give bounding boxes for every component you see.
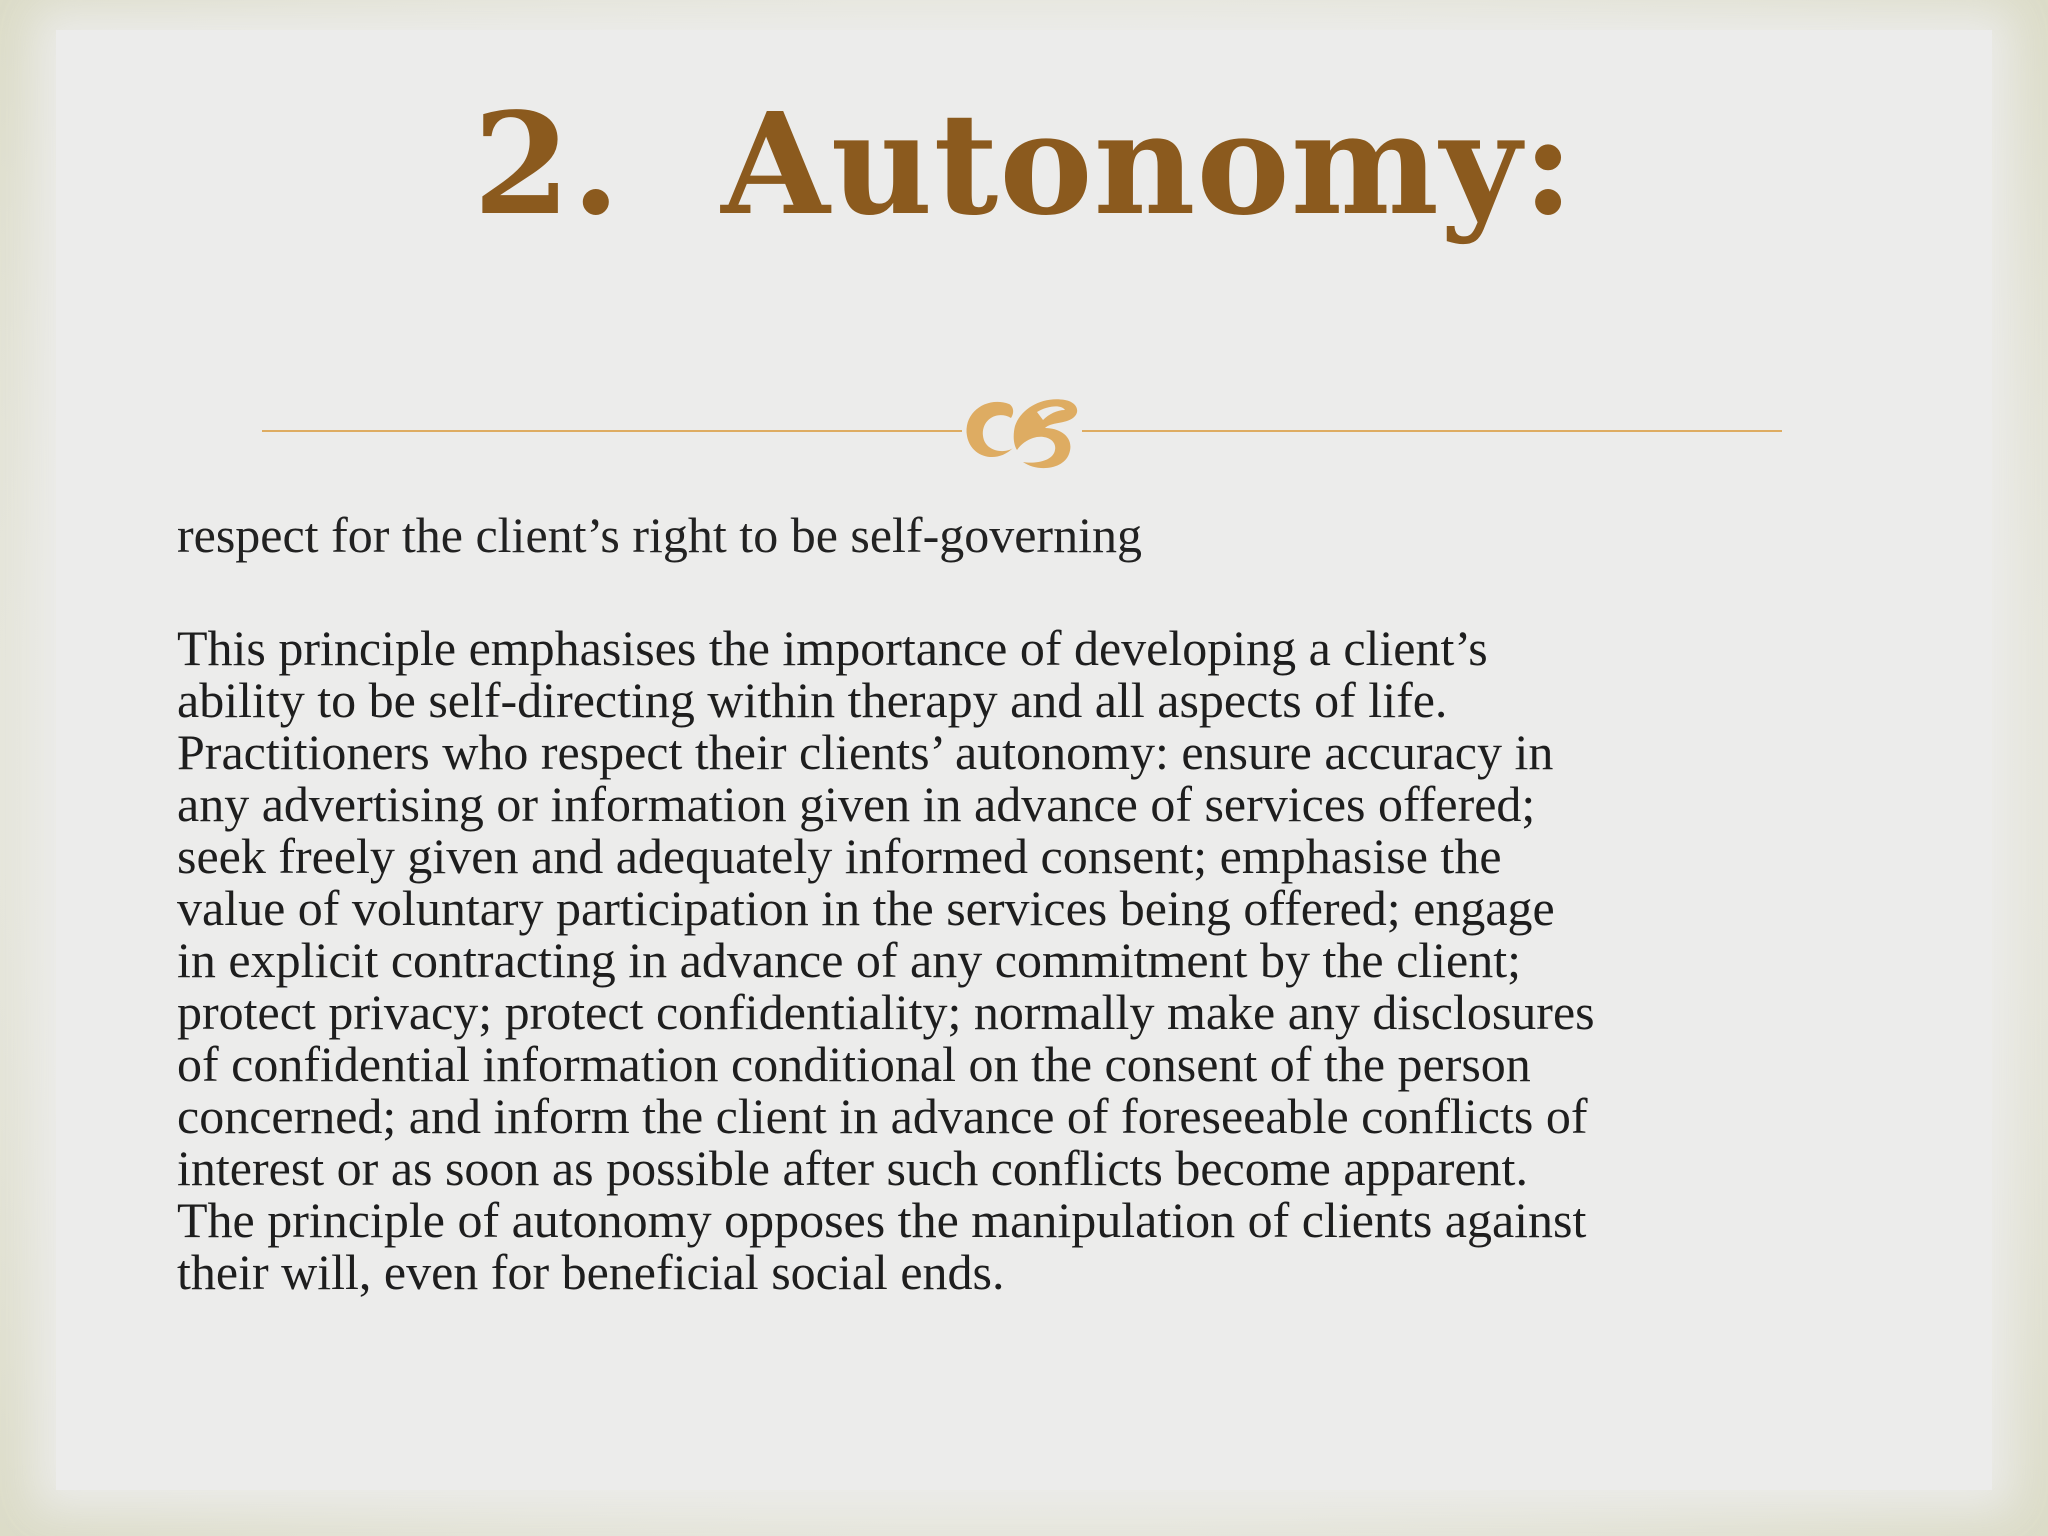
body-line: their will, even for beneficial social ends. [177, 1244, 1005, 1300]
slide-subtitle: respect for the client’s right to be self-governing [177, 507, 1142, 563]
divider-line-left [262, 430, 962, 432]
body-line: interest or as soon as possible after such conflicts become apparent. [177, 1140, 1528, 1196]
flourish-ornament-icon [957, 382, 1087, 478]
body-line: ability to be self-directing within therapy and all aspects of life. [177, 672, 1448, 728]
body-line: of confidential information conditional on the consent of the person [177, 1036, 1531, 1092]
slide-title [0, 85, 2048, 245]
body-line: Practitioners who respect their clients’ autonomy: ensure accuracy in [177, 724, 1554, 780]
body-line: concerned; and inform the client in advance of foreseeable conflicts of [177, 1088, 1588, 1144]
slide-body [177, 622, 1917, 1298]
body-line: value of voluntary participation in the services being offered; engage [177, 880, 1555, 936]
title-number: 2. [473, 83, 622, 247]
body-line: This principle emphasises the importance of developing a client’s [177, 620, 1488, 676]
body-line: in explicit contracting in advance of any commitment by the client; [177, 932, 1522, 988]
title-divider [262, 390, 1782, 450]
divider-line-right [1082, 430, 1782, 432]
body-line: protect privacy; protect confidentiality; normally make any disclosures [177, 984, 1595, 1040]
title-word: Autonomy: [721, 83, 1575, 247]
body-line: The principle of autonomy opposes the manipulation of clients against [177, 1192, 1587, 1248]
body-line: any advertising or information given in advance of services offered; [177, 776, 1536, 832]
body-line: seek freely given and adequately informed consent; emphasise the [177, 828, 1502, 884]
